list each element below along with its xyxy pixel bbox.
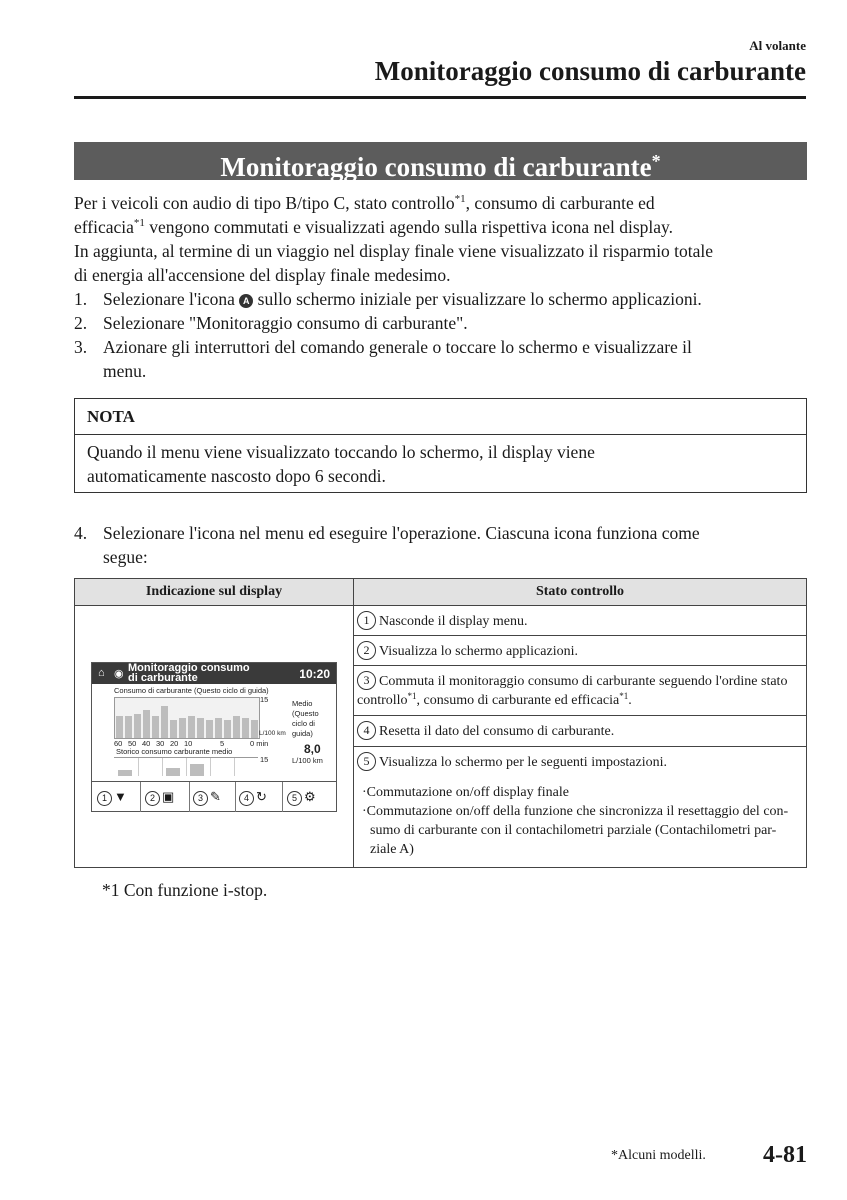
status-row-4 — [354, 716, 807, 747]
chart1-label: Consumo di carburante (Questo ciclo di guida) — [114, 686, 269, 695]
x-tick-label: 0 min — [250, 739, 269, 748]
app-icon: ◉ — [114, 668, 124, 680]
intro-text: efficacia — [74, 217, 134, 237]
consumption-bar — [116, 716, 123, 738]
average-value: 8,0 — [304, 742, 321, 756]
chart2-y-max: 15 — [260, 755, 269, 764]
status-row-3 — [354, 666, 807, 716]
menu-item-1[interactable] — [97, 789, 127, 806]
header-divider — [74, 96, 806, 99]
consumption-bar — [233, 716, 240, 738]
average-label-line: guida) — [292, 729, 313, 738]
fuel-switch-icon: ✎ — [210, 789, 221, 804]
average-label-line: ciclo di — [292, 719, 315, 728]
step-text: menu. — [103, 361, 147, 381]
step-number: 2. — [74, 313, 88, 333]
consumption-bar — [206, 720, 213, 738]
history-bar — [166, 768, 180, 776]
footnote-ref: *1 — [619, 691, 629, 701]
footnote: *1 Con funzione i-stop. — [102, 880, 268, 900]
footnote-ref: *1 — [133, 217, 145, 229]
note-heading: NOTA — [75, 399, 806, 435]
apps-icon: ▣ — [162, 789, 175, 804]
x-tick-label: 40 — [142, 739, 151, 748]
chart1-y-max: 15 — [260, 695, 269, 704]
gear-icon: ⚙ — [304, 789, 316, 804]
step-2 — [74, 311, 809, 335]
row-text: controllo — [357, 693, 408, 708]
intro-text: , consumo di carburante ed — [465, 193, 655, 213]
step-text: Selezionare l'icona nel menu ed eseguire l'operazione. Ciascuna icona funziona come — [103, 523, 700, 543]
x-tick-label: 30 — [156, 739, 165, 748]
x-tick-label: 60 — [114, 739, 123, 748]
intro-line-3: In aggiunta, al termine di un viaggio nel display finale viene visualizzato il risparmio totale — [74, 241, 714, 261]
section-banner — [74, 142, 807, 180]
row-text: Visualizza lo schermo applicazioni. — [379, 643, 578, 659]
step-text: segue: — [103, 547, 148, 567]
x-tick-label: 20 — [170, 739, 179, 748]
step-text: Selezionare l'icona — [103, 289, 240, 309]
running-page-title: Monitoraggio consumo di carburante — [374, 56, 806, 86]
menu-item-2[interactable] — [145, 789, 174, 806]
settings-item: ·Commutazione on/off della funzione che sincronizza il resettaggio del con- — [362, 803, 789, 819]
step-text: sullo schermo iniziale per visualizzare lo schermo applicazioni. — [253, 289, 702, 309]
step-number: 3. — [74, 337, 88, 357]
history-chart — [114, 757, 258, 776]
menu-item-3[interactable] — [193, 789, 221, 806]
row-number: 1 — [357, 611, 376, 630]
table-header-display: Indicazione sul display — [75, 579, 354, 606]
menu-item-5[interactable] — [287, 789, 316, 806]
average-label-line: Medio — [292, 699, 313, 708]
intro-text: vengono commutati e visualizzati agendo sulla rispettiva icona nel display. — [144, 217, 673, 237]
section-title: Monitoraggio consumo di carburante — [220, 152, 652, 182]
consumption-bar — [152, 716, 159, 738]
home-icon: ⌂ — [98, 667, 105, 679]
menu-item-4[interactable] — [239, 789, 267, 806]
row-number: 3 — [357, 671, 376, 690]
menu-number: 3 — [193, 791, 208, 806]
screen-title-line: Monitoraggio consumo — [128, 662, 250, 674]
footnote-ref: *1 — [407, 691, 417, 701]
reset-icon: ↻ — [256, 789, 267, 804]
row-number: 5 — [357, 752, 376, 771]
consumption-bar — [143, 710, 150, 738]
row-text: Visualizza lo schermo per le seguenti impostazioni. — [379, 754, 668, 770]
consumption-bar — [188, 716, 195, 738]
menu-divider — [189, 782, 190, 812]
history-grid-line — [186, 758, 187, 776]
history-bar — [118, 770, 132, 776]
consumption-bar — [251, 720, 258, 738]
menu-number: 1 — [97, 791, 112, 806]
average-label-line: (Questo — [292, 709, 319, 718]
step-text: Selezionare "Monitoraggio consumo di carburante". — [103, 313, 468, 333]
history-grid-line — [210, 758, 211, 776]
history-grid-line — [234, 758, 235, 776]
models-note: *Alcuni modelli. — [611, 1148, 706, 1163]
step-number: 1. — [74, 289, 88, 309]
x-tick-label: 5 — [220, 739, 225, 748]
average-unit: L/100 km — [292, 756, 323, 765]
consumption-bar — [224, 720, 231, 738]
consumption-bar — [242, 718, 249, 738]
status-row-1 — [354, 606, 807, 636]
intro-line-1 — [74, 191, 809, 215]
settings-item: ·Commutazione on/off display finale — [362, 784, 569, 800]
control-table — [74, 578, 807, 868]
chevron-down-icon: ▼ — [114, 789, 127, 804]
status-row-2 — [354, 636, 807, 666]
note-text: automaticamente nascosto dopo 6 secondi. — [87, 466, 386, 486]
consumption-bar — [170, 720, 177, 738]
consumption-bar — [215, 718, 222, 738]
display-illustration-cell — [75, 606, 354, 868]
consumption-bar — [197, 718, 204, 738]
intro-line-4: di energia all'accensione del display finale medesimo. — [74, 265, 451, 285]
step-1 — [74, 287, 809, 311]
clock: 10:20 — [299, 667, 330, 681]
step-3 — [74, 335, 809, 383]
consumption-bar — [161, 706, 168, 738]
settings-item: ziale A) — [370, 841, 414, 857]
menu-number: 4 — [239, 791, 254, 806]
consumption-bar — [179, 718, 186, 738]
menu-number: 5 — [287, 791, 302, 806]
optional-mark: * — [651, 151, 661, 171]
note-text: Quando il menu viene visualizzato toccando lo schermo, il display viene — [87, 442, 595, 462]
consumption-bar — [125, 716, 132, 738]
status-row-5-details — [354, 777, 807, 868]
step-4 — [74, 521, 809, 569]
screen-title — [128, 663, 250, 683]
fuel-monitor-screen — [91, 662, 337, 812]
history-grid-line — [162, 758, 163, 776]
intro-line-2 — [74, 215, 809, 239]
footnote-ref: *1 — [454, 193, 466, 205]
settings-item: sumo di carburante con il contachilometri parziale (Contachilometri par- — [370, 822, 777, 838]
screen-title-line: di carburante — [128, 672, 198, 684]
x-tick-label: 10 — [184, 739, 193, 748]
screen-title-bar — [92, 663, 336, 684]
running-section-label: Al volante — [749, 38, 806, 53]
menu-number: 2 — [145, 791, 160, 806]
row-number: 4 — [357, 721, 376, 740]
history-bar — [190, 764, 204, 776]
apps-icon: A — [239, 294, 253, 308]
row-text: Resetta il dato del consumo di carburante. — [379, 724, 615, 739]
step-text: Azionare gli interruttori del comando generale o toccare lo schermo e visualizzare il — [103, 337, 692, 357]
menu-divider — [235, 782, 236, 812]
chart2-label: Storico consumo carburante medio — [116, 747, 233, 756]
page-number: 4-81 — [763, 1142, 807, 1168]
intro-text: Per i veicoli con audio di tipo B/tipo C, stato controllo — [74, 193, 455, 213]
x-tick-label: 50 — [128, 739, 137, 748]
screen-menu-bar — [92, 781, 336, 812]
step-number: 4. — [74, 523, 88, 543]
status-row-5 — [354, 747, 807, 777]
row-text: Commuta il monitoraggio consumo di carburante seguendo l'ordine stato — [379, 674, 788, 689]
row-number: 2 — [357, 641, 376, 660]
fuel-consumption-chart — [114, 697, 260, 739]
row-text: . — [628, 693, 632, 708]
row-text: Nasconde il display menu. — [379, 613, 528, 629]
row-text: , consumo di carburante ed efficacia — [416, 693, 620, 708]
average-label — [292, 699, 319, 739]
table-header-status: Stato controllo — [354, 579, 807, 606]
menu-divider — [140, 782, 141, 812]
menu-divider — [282, 782, 283, 812]
note-box — [74, 398, 807, 493]
consumption-bar — [134, 714, 141, 738]
chart1-y-unit: L/100 km — [259, 730, 286, 737]
history-grid-line — [138, 758, 139, 776]
